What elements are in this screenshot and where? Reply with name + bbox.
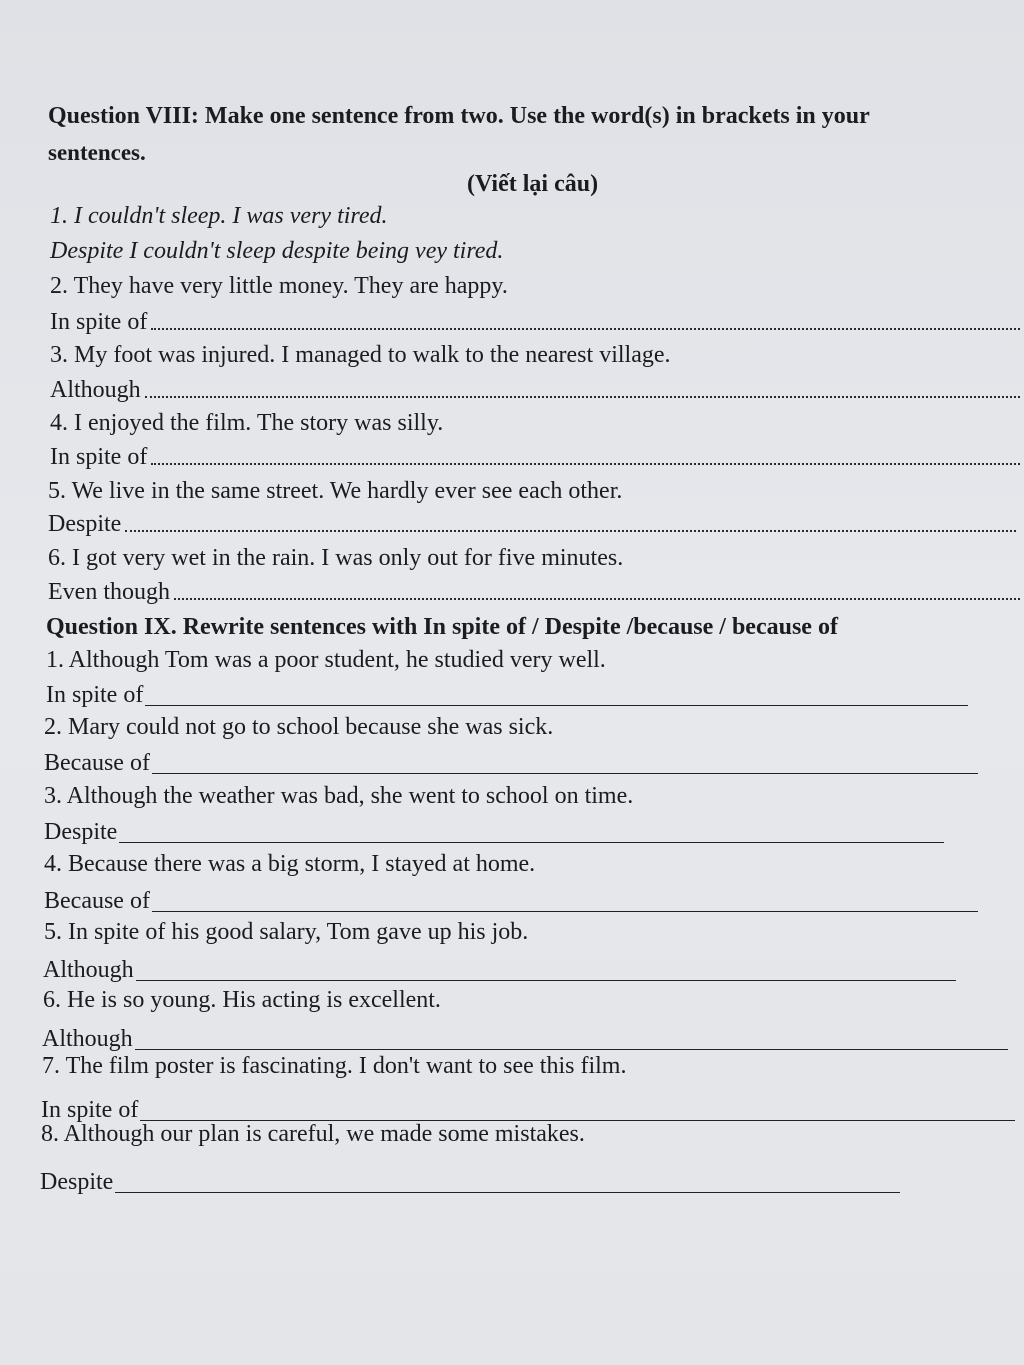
q9-item-1-prompt: In spite of — [46, 682, 144, 708]
q9-item-8-prompt: Despite — [40, 1169, 114, 1195]
q9-item-4-answer-field[interactable] — [44, 886, 978, 916]
q8-item-4-prompt: In spite of — [50, 444, 148, 470]
q9-item-8-answer-field[interactable] — [40, 1167, 900, 1197]
dotted-answer-line — [174, 598, 1020, 600]
q9-item-1-answer-field[interactable] — [46, 680, 968, 710]
q9-item-3-answer-field[interactable] — [44, 817, 944, 847]
q9-item-7-sentence: 7. The film poster is fascinating. I don't want to see this film. — [42, 1053, 627, 1079]
q9-item-8-sentence: 8. Although our plan is careful, we made some mistakes. — [41, 1121, 585, 1147]
q9-item-6-sentence: 6. He is so young. His acting is excellent. — [43, 987, 441, 1013]
q8-item-2-answer-field[interactable] — [50, 307, 1020, 337]
q9-item-3-sentence: 3. Although the weather was bad, she went to school on time. — [44, 783, 634, 809]
q8-item-6-prompt: Even though — [48, 579, 170, 605]
q9-item-5-sentence: 5. In spite of his good salary, Tom gave up his job. — [44, 919, 529, 945]
answer-underline — [119, 842, 944, 843]
q8-item-3-sentence: 3. My foot was injured. I managed to walk to the nearest village. — [50, 342, 671, 368]
q9-item-5-answer-field[interactable] — [43, 955, 956, 985]
q8-item-6-answer-field[interactable] — [48, 577, 1020, 607]
answer-underline — [152, 773, 978, 774]
q8-heading-line2: sentences. — [48, 140, 146, 165]
q9-item-7-prompt: In spite of — [41, 1097, 139, 1123]
q8-item-4-sentence: 4. I enjoyed the film. The story was silly. — [50, 410, 444, 436]
q8-item-1-answer: Despite I couldn't sleep despite being vey tired. — [50, 238, 504, 264]
answer-underline — [115, 1192, 900, 1193]
answer-underline — [152, 911, 978, 912]
answer-underline — [136, 980, 956, 981]
q9-item-2-prompt: Because of — [44, 750, 150, 776]
q8-item-6-sentence: 6. I got very wet in the rain. I was only out for five minutes. — [48, 545, 624, 571]
answer-underline — [135, 1049, 1008, 1050]
q8-item-3-answer-field[interactable] — [50, 375, 1020, 405]
q9-item-6-answer-field[interactable] — [42, 1024, 1008, 1054]
q8-item-2-prompt: In spite of — [50, 309, 148, 335]
q8-item-5-prompt: Despite — [48, 511, 122, 537]
q9-item-6-prompt: Although — [42, 1026, 133, 1052]
q8-subtitle: (Viết lại câu) — [467, 171, 599, 197]
dotted-answer-line — [151, 463, 1020, 465]
q8-heading-line1: Question VIII: Make one sentence from two. Use the word(s) in brackets in your — [48, 103, 870, 129]
q8-item-3-prompt: Although — [50, 377, 141, 403]
q9-item-5-prompt: Although — [43, 957, 134, 983]
answer-underline — [145, 705, 968, 706]
q9-item-1-sentence: 1. Although Tom was a poor student, he studied very well. — [46, 647, 606, 673]
q8-item-4-answer-field[interactable] — [50, 442, 1020, 472]
dotted-answer-line — [145, 396, 1020, 398]
q9-item-2-answer-field[interactable] — [44, 748, 978, 778]
q9-item-4-sentence: 4. Because there was a big storm, I stayed at home. — [44, 851, 536, 877]
dotted-answer-line — [125, 530, 1016, 532]
q8-item-5-sentence: 5. We live in the same street. We hardly ever see each other. — [48, 478, 623, 504]
q9-item-3-prompt: Despite — [44, 819, 118, 845]
dotted-answer-line — [151, 328, 1020, 330]
q9-heading: Question IX. Rewrite sentences with In spite of / Despite /because / because of — [46, 614, 838, 640]
q8-item-1-sentence: 1. I couldn't sleep. I was very tired. — [50, 203, 388, 229]
q9-item-4-prompt: Because of — [44, 888, 150, 914]
q8-item-2-sentence: 2. They have very little money. They are happy. — [50, 273, 508, 299]
q8-item-5-answer-field[interactable] — [48, 509, 1016, 539]
q9-item-2-sentence: 2. Mary could not go to school because she was sick. — [44, 714, 554, 740]
